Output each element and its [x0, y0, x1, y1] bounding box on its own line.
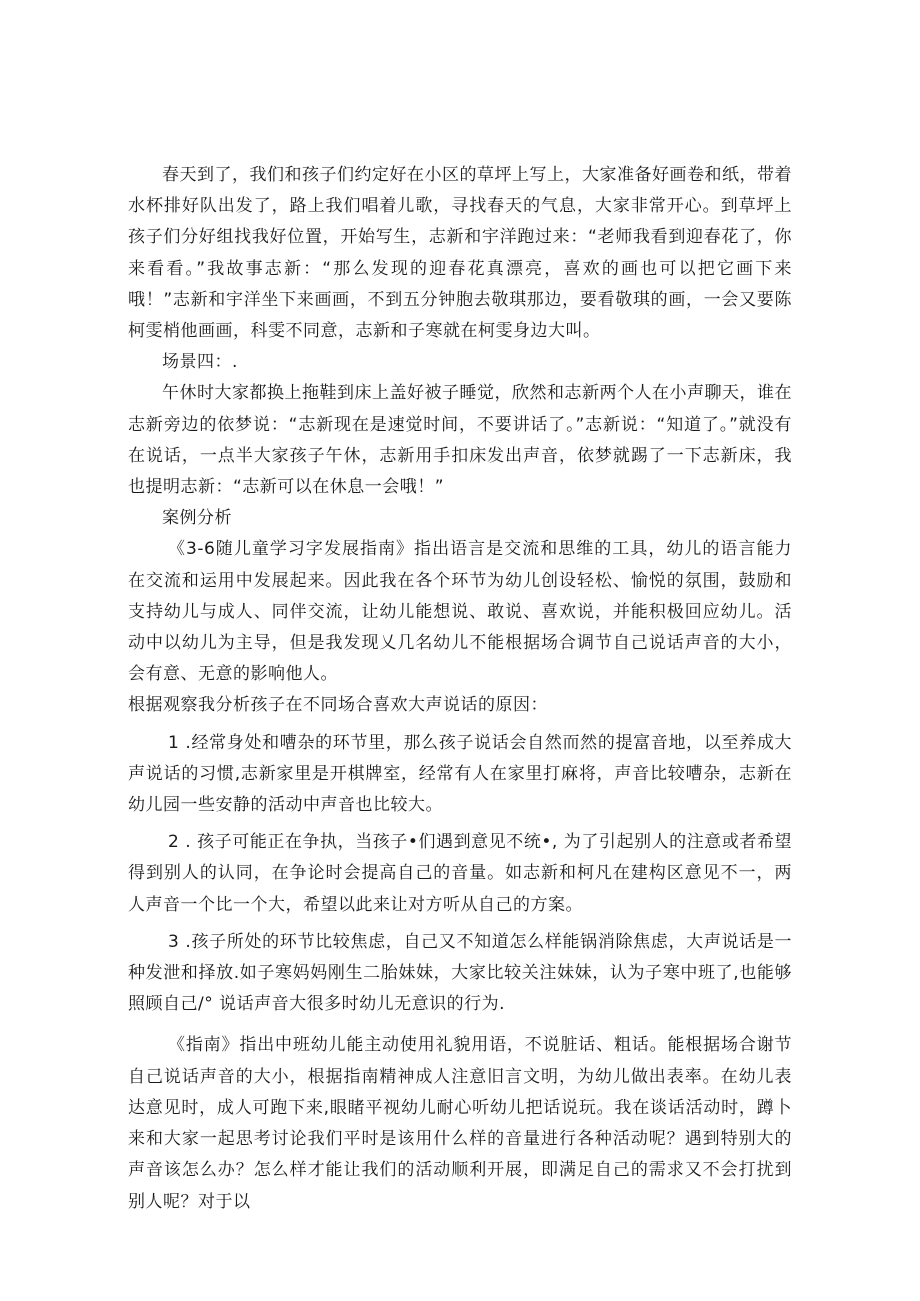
- paragraph-guide-conclusion: 《指南》指出中班幼儿能主动使用礼貌用语，不说脏话、粗话。能根据场合谢节自己说话声音的大小，根据指南精神成人注意旧言文明，为幼儿做出表率。在幼儿表达意见时，成人可跑下来,眼睹平视幼儿耐心听幼儿把话说玩。我在谈话活动时，蹲卜来和大家一起思考讨论我们平时是该用什么样的音量进行各种活动呢？遇到特别大的声音该怎么办？怎么样才能让我们的活动顺利开展，即满足自己的需求又不会打扰到别人呢？对于以: [128, 1035, 792, 1212]
- reason-item-1: 1 .经常身处和嘈杂的环节里，那么孩子说话会自然而然的提富音地，以至养成大声说话的习惯,志新家里是开棋牌室，经常有人在家里打麻将，声音比较嘈杂，志新在幼儿园一些安静的活动中声音也比较大。: [128, 732, 792, 816]
- document-page: [128, 160, 792, 1218]
- paragraph-spring-outing: 春天到了，我们和孩子们约定好在小区的草坪上写上，大家准备好画卷和纸，带着水杯排好队出发了，路上我们唱着儿歌，寻找春天的气息，大家非常开心。到草坪上孩子们分好组找我好位置，开始写生，志新和宇洋跑过来：“老师我看到迎春花了，你来看看。”我故事志新：“那么发现的迎春花真漂亮，喜欢的画也可以把它画下来哦！”志新和宇洋坐下来画画，不到五分钟胞去敬琪那边，要看敬琪的画，一会又要陈柯雯梢他画画，科雯不同意，志新和子寒就在柯雯身边大叫。: [128, 165, 792, 342]
- paragraph-reasons-intro: 根据观察我分析孩子在不同场合喜欢大声说话的原因：: [128, 695, 548, 716]
- reason-item-2: 2 . 孩子可能正在争执，当孩子•们遇到意见不统•, 为了引起别人的注意或者希望得到别人的认同，在争论时会提高自己的音量。如志新和柯凡在建构区意见不一，两人声音一个比一个大，希望以此来让对方听从自己的方案。: [128, 832, 792, 915]
- paragraph-nap-time: 午休时大家都换上拖鞋到床上盖好被子睡觉，欣然和志新两个人在小声聊天，谁在志新旁边的依梦说：“志新现在是速觉时间，不要讲话了。”志新说：“知道了。”就没有在说话，一点半大家孩子午休，志新用手扣床发出声音，依梦就踢了一下志新床，我也提明志新：“志新可以在休息一会哦！”: [128, 383, 792, 498]
- case-analysis-heading: 案例分析: [162, 508, 232, 529]
- paragraph-guide-analysis: 《3-6随儿童学习字发展指南》指出语言是交流和思维的工具，幼儿的语言能力在交流和运用中发展起来。因此我在各个环节为幼儿创设轻松、愉悦的氛围，鼓励和支持幼儿与成人、同伴交流，让幼儿能想说、敢说、喜欢说，并能积极回应幼儿。活动中以幼儿为主导，但是我发现乂几名幼儿不能根据场合调节自己说话声音的大小，会有意、无意的影响他人。: [128, 539, 792, 685]
- reason-item-3: 3 .孩子所处的环节比较焦虑，自己又不知道怎么样能锅消除焦虑，大声说话是一种发泄和择放.如子寒妈妈刚生二胎妹妹，大家比较关注妹妹，认为子寒中班了,也能够照顾自己/° 说话声音大很多时幼儿无意识的行为.: [128, 931, 792, 1015]
- scene-four-heading: 场景四：.: [162, 352, 238, 373]
